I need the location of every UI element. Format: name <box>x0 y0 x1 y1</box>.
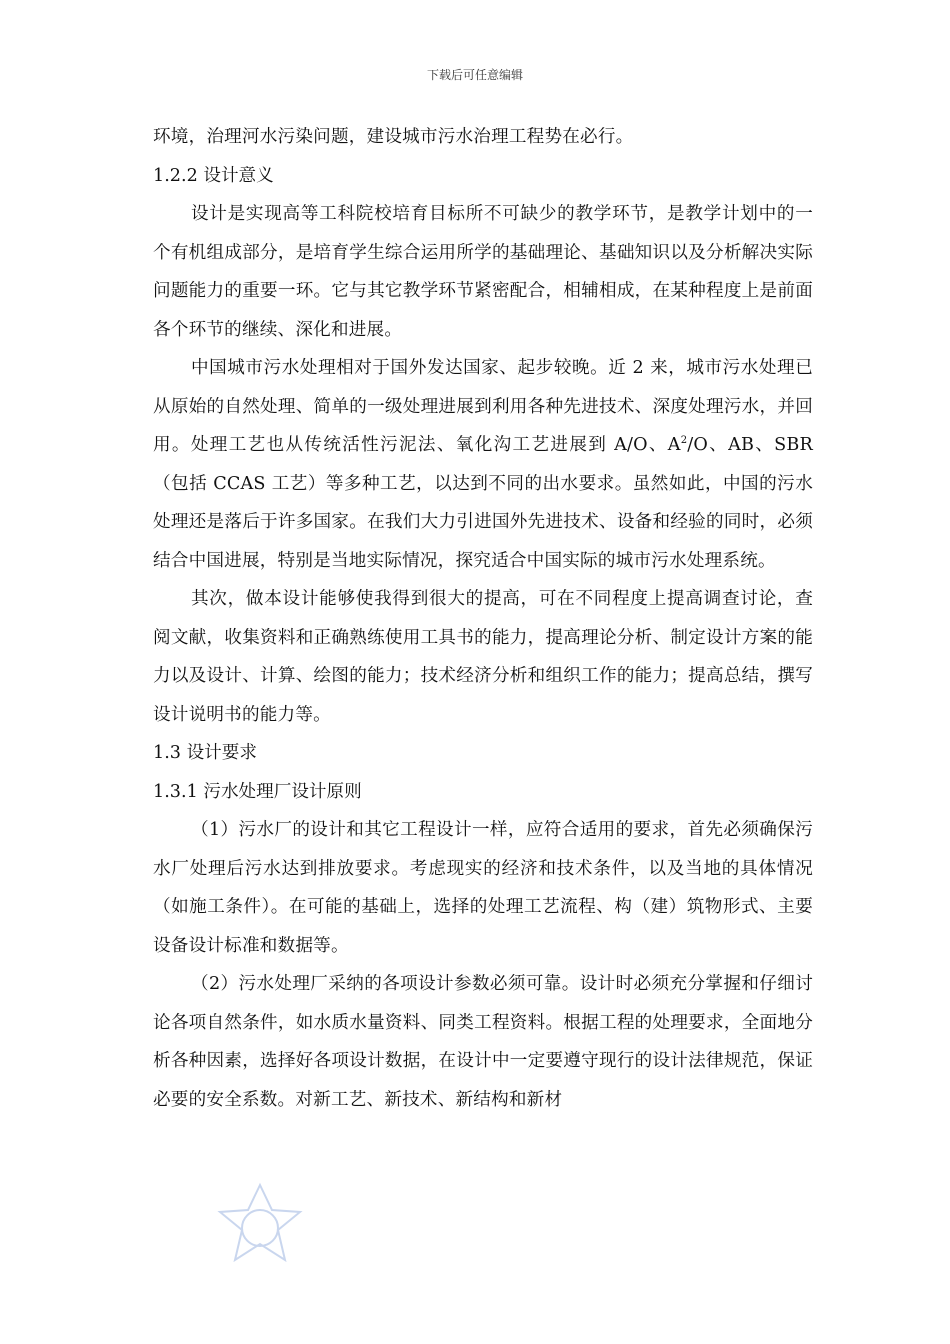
section-heading-1-3-1: 1.3.1 污水处理厂设计原则 <box>153 781 362 802</box>
section-heading-1-2-2: 1.2.2 设计意义 <box>153 165 274 186</box>
paragraph-principle-2: （2）污水处理厂采纳的各项设计参数必须可靠。设计时必须充分掌握和仔细讨论各项自然条件，如水质水量资料、同类工程资料。根据工程的处理要求，全面地分析各种因素，选择好各项设计数据，在设计中一定要遵守现行的设计法律规范，保证必要的安全系数。对新工艺、新技术、新结构和新材 <box>153 974 813 1110</box>
section-heading-1-3: 1.3 设计要求 <box>153 743 257 763</box>
paragraph-text-part-1: 中国城市污水处理相对于国外发达国家、起步较晚。近 2 来，城市污水处理已从原始的自然处理、简单的一级处理进展到利用各种先进技术、深度处理污水，并回用。处理工艺也从传统活性污泥法、氧化沟工艺进展到 A/O、A <box>153 358 813 455</box>
paragraph-continuation: 环境，治理河水污染问题，建设城市污水治理工程势在必行。 <box>153 127 634 147</box>
document-body <box>153 118 813 1119</box>
watermark-logo-icon <box>210 1180 310 1280</box>
paragraph-design-significance: 设计是实现高等工科院校培育目标所不可缺少的教学环节，是教学计划中的一个有机组成部分，是培育学生综合运用所学的基础理论、基础知识以及分析解决实际问题能力的重要一环。它与其它教学环节紧密配合，相辅相成，在某种程度上是前面各个环节的继续、深化和进展。 <box>153 204 813 340</box>
paragraph-china-sewage-treatment <box>153 349 813 580</box>
paragraph-secondly: 其次，做本设计能够使我得到很大的提高，可在不同程度上提高调查讨论，查阅文献，收集资料和正确熟练使用工具书的能力，提高理论分析、制定设计方案的能力以及设计、计算、绘图的能力；技术经济分析和组织工作的能力；提高总结，撰写设计说明书的能力等。 <box>153 589 813 725</box>
page-header: 下载后可任意编辑 <box>426 68 523 82</box>
paragraph-text-part-2: /O、AB、SBR（包括 CCAS 工艺）等多种工艺，以达到不同的出水要求。虽然如此，中国的污水处理还是落后于许多国家。在我们大力引进国外先进技术、设备和经验的同时，必须结合中国进展，特别是当地实际情况，探究适合中国实际的城市污水处理系统。 <box>153 435 814 571</box>
superscript-2: 2 <box>680 435 688 447</box>
paragraph-principle-1: （1）污水厂的设计和其它工程设计一样，应符合适用的要求，首先必须确保污水厂处理后污水达到排放要求。考虑现实的经济和技术条件，以及当地的具体情况（如施工条件）。在可能的基础上，选择的处理工艺流程、构（建）筑物形式、主要设备设计标准和数据等。 <box>153 820 813 956</box>
